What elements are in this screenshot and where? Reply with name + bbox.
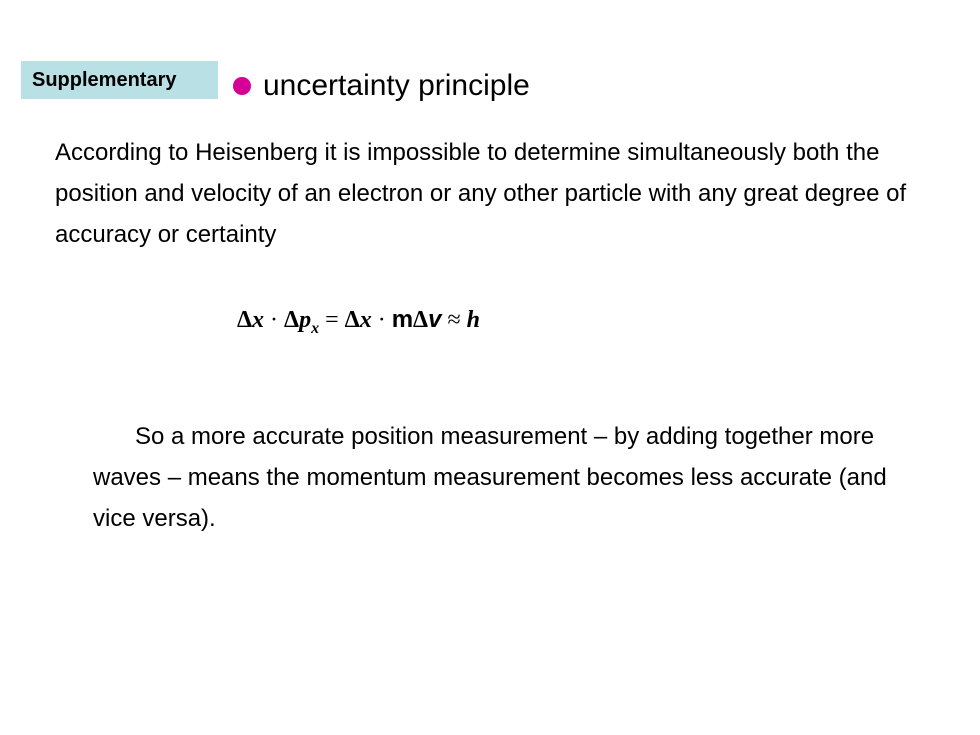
formula-x: x	[252, 307, 265, 333]
uncertainty-formula	[237, 302, 480, 338]
delta-symbol: Δ	[284, 307, 300, 333]
formula-dot: ·	[371, 307, 392, 333]
formula-x: x	[359, 307, 372, 333]
supplementary-badge: Supplementary	[21, 61, 218, 99]
formula-subscript-x: x	[311, 320, 320, 337]
formula-approx: ≈	[441, 307, 467, 333]
delta-symbol: Δ	[344, 307, 360, 333]
formula-equals: =	[319, 307, 345, 333]
heisenberg-paragraph: According to Heisenberg it is impossible to determine simultaneously both the position and velocity of an electron or any other particle with any great degree of accuracy or certainty	[55, 139, 907, 248]
formula-h: h	[466, 307, 480, 333]
formula-dot: ·	[264, 307, 285, 333]
delta-symbol: Δ	[413, 307, 429, 333]
formula-p: p	[299, 307, 312, 333]
delta-symbol: Δ	[237, 307, 253, 333]
formula-m: m	[391, 306, 414, 333]
bullet-dot-icon	[233, 77, 251, 95]
accuracy-paragraph	[93, 416, 923, 539]
formula-v: v	[428, 306, 442, 333]
slide-heading: uncertainty principle	[263, 69, 530, 102]
accuracy-paragraph-text: So a more accurate position measurement – by adding together more waves – means the momentum measurement becomes less accurate (and vice versa).	[93, 423, 887, 532]
